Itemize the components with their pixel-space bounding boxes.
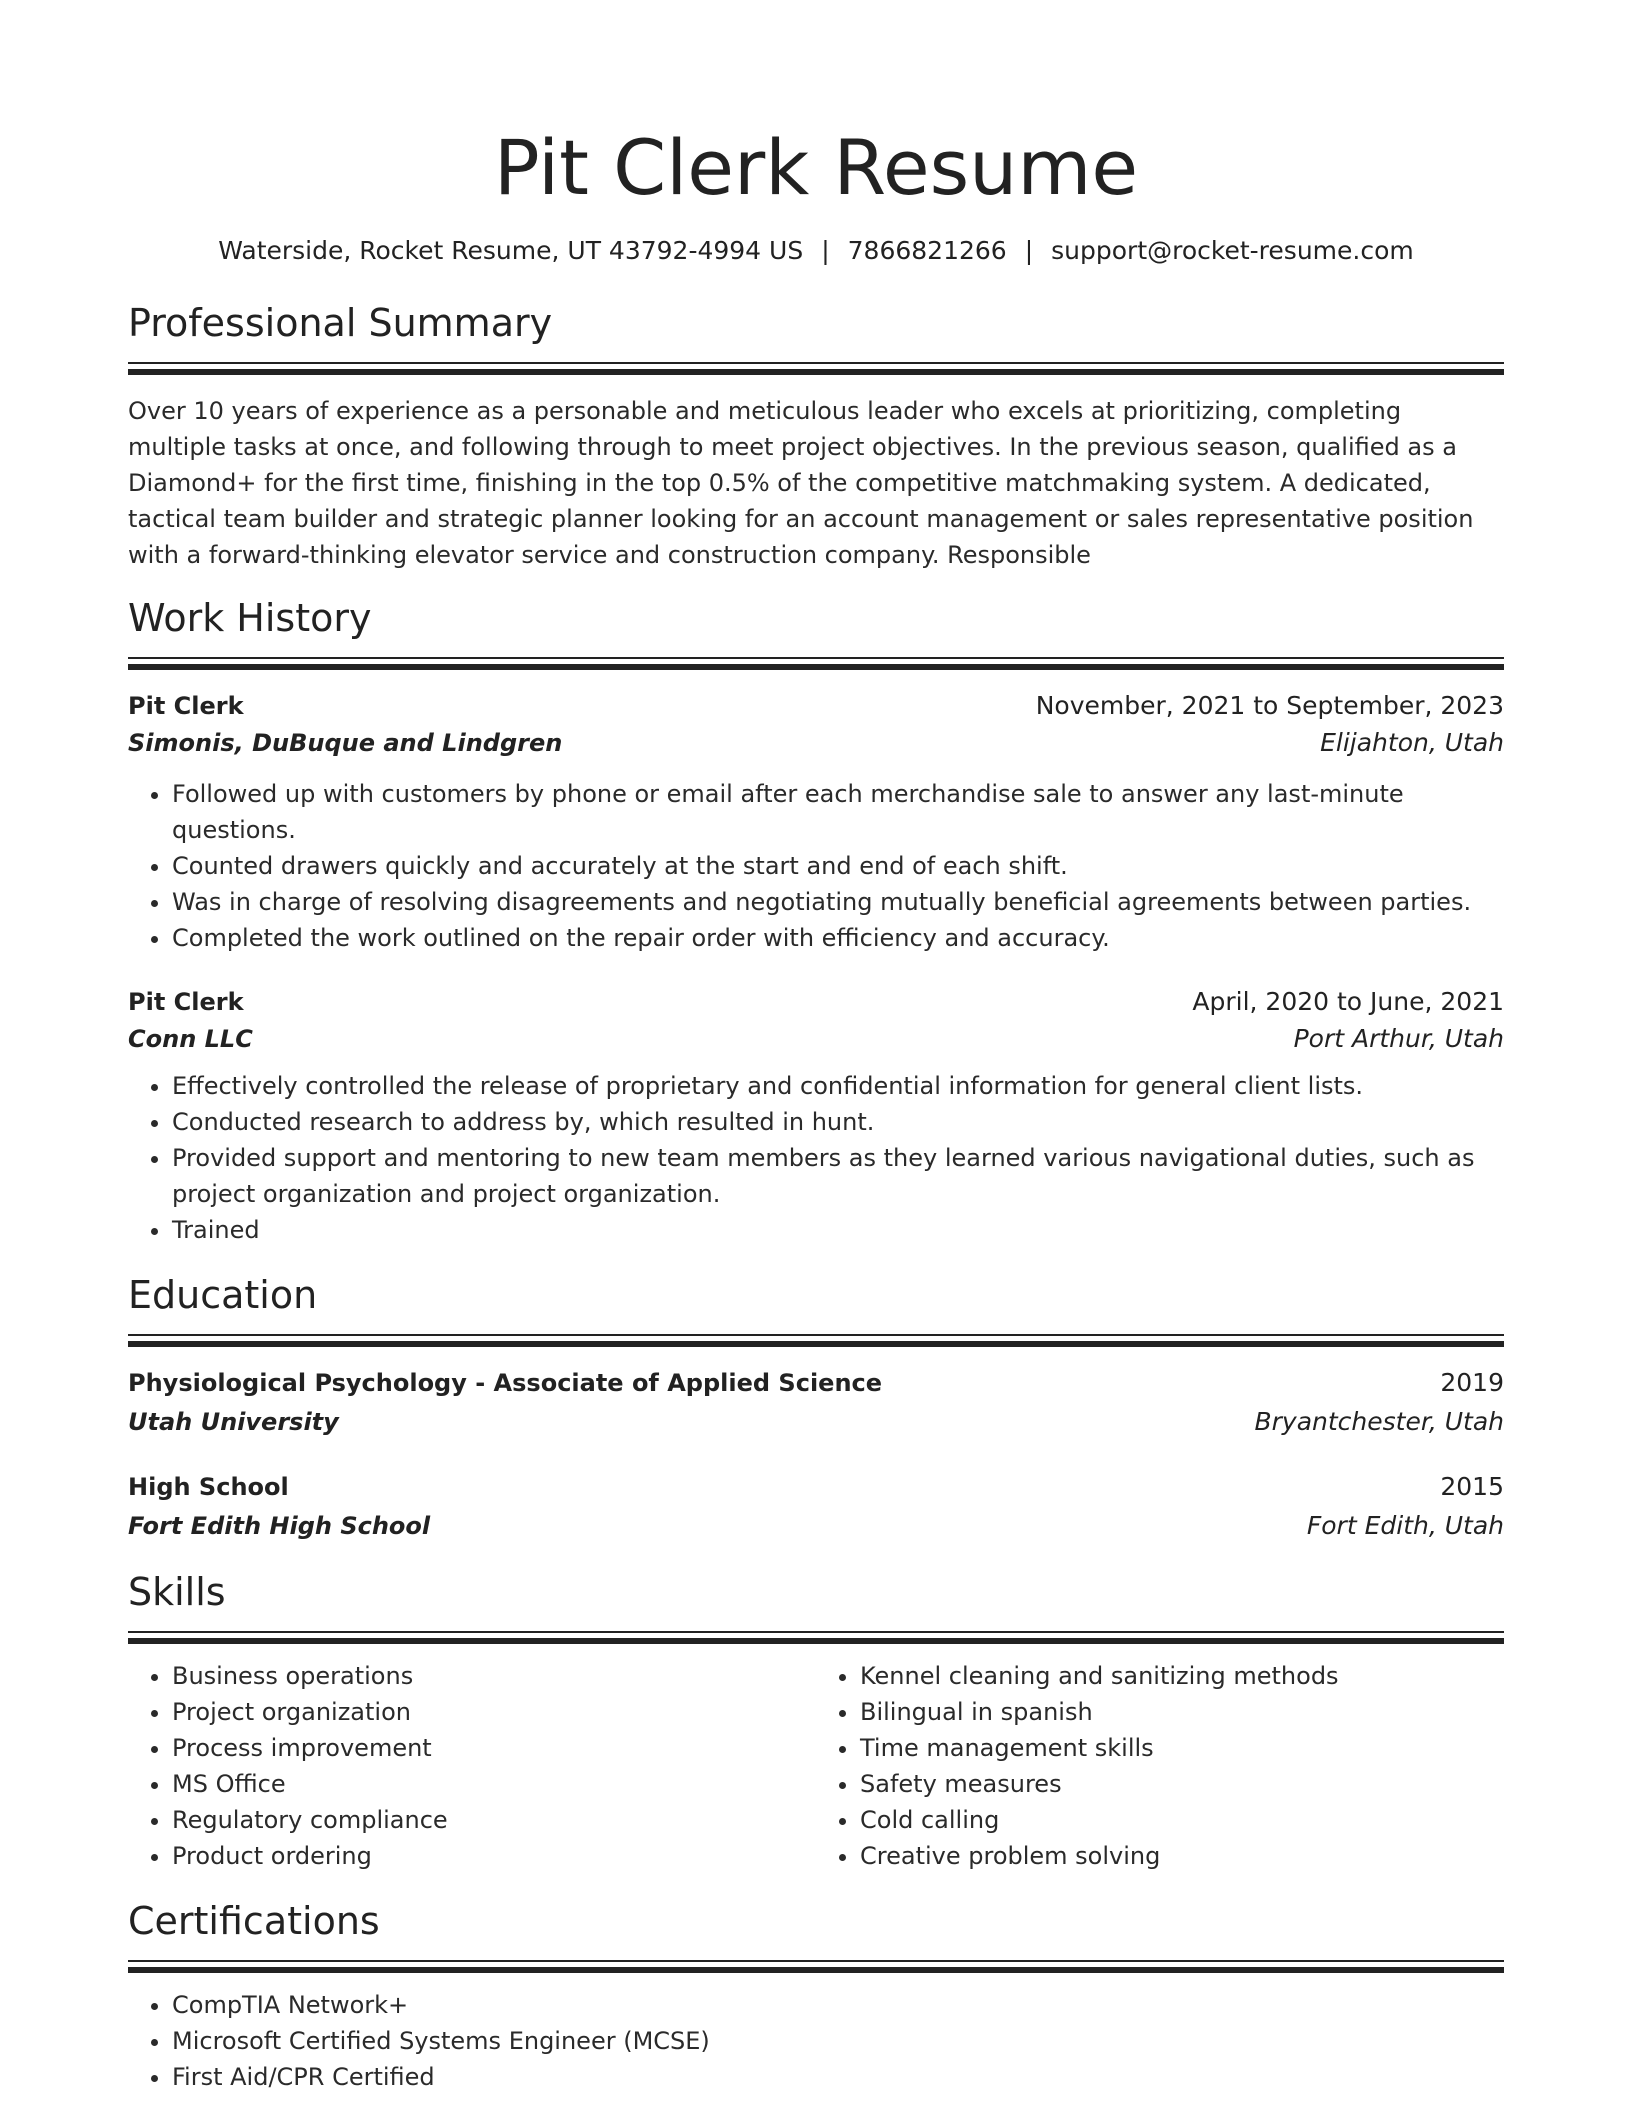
job-duties-list xyxy=(128,776,1504,956)
section-divider-thick xyxy=(128,664,1504,670)
list-item: • Trained xyxy=(172,1212,1504,1248)
list-item: • Cold calling xyxy=(860,1802,1504,1838)
list-item: • Followed up with customers by phone or email after each merchandise sale to answer any last-minute questions. xyxy=(172,776,1504,848)
education-school-row xyxy=(128,1507,1504,1545)
education-entry xyxy=(128,1365,1504,1441)
list-item: • Effectively controlled the release of proprietary and confidential information for general client lists. xyxy=(172,1068,1504,1104)
education-section xyxy=(128,1270,1504,1545)
job-title: Pit Clerk xyxy=(128,988,244,1016)
education-header-row xyxy=(128,1365,1504,1401)
skills-list-left xyxy=(128,1658,816,1874)
work-history-heading: Work History xyxy=(128,596,372,640)
list-item: • Business operations xyxy=(172,1658,816,1694)
education-entry xyxy=(128,1469,1504,1545)
list-item: • Project organization xyxy=(172,1694,816,1730)
education-year: 2019 xyxy=(1440,1368,1504,1397)
section-divider xyxy=(128,362,1504,364)
summary-section xyxy=(128,298,1504,573)
list-item: • Conducted research to address by, which resulted in hunt. xyxy=(172,1104,1504,1140)
job-duties-list xyxy=(128,1068,1504,1248)
job-entry xyxy=(128,984,1504,1248)
contact-separator: | xyxy=(1024,236,1034,265)
section-divider-thick xyxy=(128,1341,1504,1347)
job-header-row xyxy=(128,984,1504,1020)
list-item: • Safety measures xyxy=(860,1766,1504,1802)
summary-heading: Professional Summary xyxy=(128,301,553,345)
certifications-list xyxy=(128,1987,1504,2095)
education-year: 2015 xyxy=(1440,1472,1504,1501)
education-degree: High School xyxy=(128,1473,289,1501)
job-employer: Simonis, DuBuque and Lindgren xyxy=(128,729,563,757)
contact-separator: | xyxy=(821,236,830,265)
section-divider xyxy=(128,1631,1504,1633)
list-item: • Regulatory compliance xyxy=(172,1802,816,1838)
education-location: Bryantchester, Utah xyxy=(1254,1407,1504,1436)
skills-grid xyxy=(128,1658,1504,1874)
list-item: • Kennel cleaning and sanitizing methods xyxy=(860,1658,1504,1694)
resume-title: Pit Clerk Resume xyxy=(493,123,1139,212)
education-school: Fort Edith High School xyxy=(128,1512,431,1540)
list-item: • Completed the work outlined on the repair order with efficiency and accuracy. xyxy=(172,920,1504,956)
job-employer-row xyxy=(128,1020,1504,1058)
list-item: • Counted drawers quickly and accurately at the start and end of each shift. xyxy=(172,848,1504,884)
education-school: Utah University xyxy=(128,1408,339,1436)
list-item: • CompTIA Network+ xyxy=(172,1987,1504,2023)
job-location: Port Arthur, Utah xyxy=(1293,1024,1504,1053)
job-dates: November, 2021 to September, 2023 xyxy=(1035,691,1504,720)
list-item: • Product ordering xyxy=(172,1838,816,1874)
section-divider-thick xyxy=(128,369,1504,375)
section-divider xyxy=(128,1960,1504,1962)
job-header-row xyxy=(128,688,1504,724)
skills-list-right xyxy=(816,1658,1504,1874)
certifications-heading: Certifications xyxy=(128,1899,380,1943)
contact-address: Waterside, Rocket Resume, UT 43792-4994 US xyxy=(218,236,804,265)
list-item: • First Aid/CPR Certified xyxy=(172,2059,1504,2095)
job-dates: April, 2020 to June, 2021 xyxy=(1192,987,1504,1016)
list-item: • Process improvement xyxy=(172,1730,816,1766)
contact-email: support@rocket-resume.com xyxy=(1051,236,1414,265)
section-divider-thick xyxy=(128,1638,1504,1644)
section-divider-thick xyxy=(128,1967,1504,1973)
list-item: • Was in charge of resolving disagreements and negotiating mutually beneficial agreements between parties. xyxy=(172,884,1504,920)
certifications-section xyxy=(128,1896,1504,2095)
education-school-row xyxy=(128,1403,1504,1441)
education-degree: Physiological Psychology - Associate of Applied Science xyxy=(128,1369,883,1397)
job-location: Elijahton, Utah xyxy=(1320,728,1504,757)
job-entry xyxy=(128,688,1504,956)
summary-text: Over 10 years of experience as a personable and meticulous leader who excels at prioritizing, completing multiple tasks at once, and following through to meet project objectives. In the previous season, qualified as a Diamond+ for the first time, finishing in the top 0.5% of the competitive matchmaking system. A dedicated, tactical team builder and strategic planner looking for an account management or sales representative position with a forward-thinking elevator service and construction company. Responsible xyxy=(128,397,1474,569)
list-item: • MS Office xyxy=(172,1766,816,1802)
list-item: • Microsoft Certified Systems Engineer (MCSE) xyxy=(172,2023,1504,2059)
work-history-section xyxy=(128,593,1504,1248)
job-title: Pit Clerk xyxy=(128,692,244,720)
list-item: • Bilingual in spanish xyxy=(860,1694,1504,1730)
skills-heading: Skills xyxy=(128,1570,226,1614)
education-heading: Education xyxy=(128,1273,318,1317)
education-location: Fort Edith, Utah xyxy=(1306,1511,1504,1540)
list-item: • Time management skills xyxy=(860,1730,1504,1766)
skills-section xyxy=(128,1567,1504,1874)
contact-phone: 7866821266 xyxy=(847,236,1007,265)
list-item: • Provided support and mentoring to new team members as they learned various navigational duties, such as project organization and project organization. xyxy=(172,1140,1504,1212)
section-divider xyxy=(128,1334,1504,1336)
job-employer-row xyxy=(128,724,1504,762)
contact-line xyxy=(128,234,1504,268)
education-header-row xyxy=(128,1469,1504,1505)
job-employer: Conn LLC xyxy=(128,1025,253,1053)
list-item: • Creative problem solving xyxy=(860,1838,1504,1874)
section-divider xyxy=(128,657,1504,659)
